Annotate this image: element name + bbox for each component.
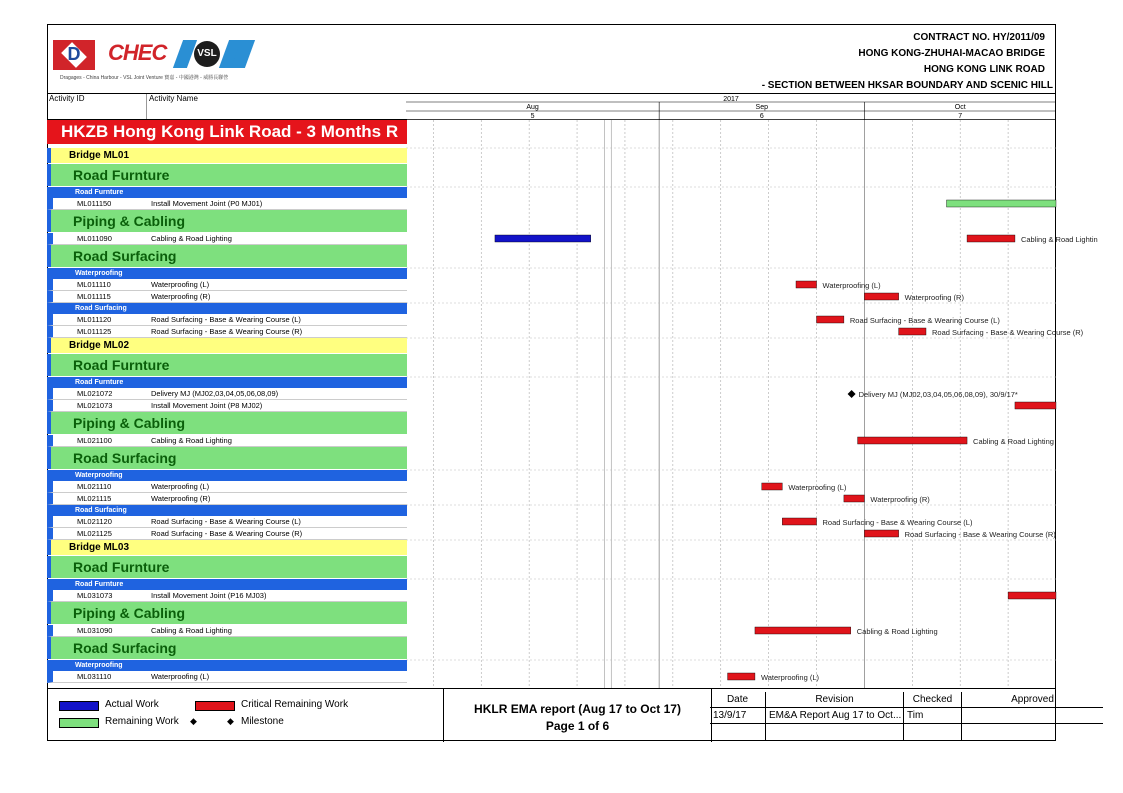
activity-name: Cabling & Road Lighting bbox=[151, 626, 232, 635]
revision-table bbox=[710, 689, 1103, 742]
month-number: 6 bbox=[759, 113, 764, 120]
critical-bar bbox=[858, 437, 967, 444]
month-number: 7 bbox=[958, 113, 963, 120]
activity-row bbox=[47, 435, 407, 447]
rev-approved bbox=[962, 708, 1103, 724]
bar-label: Road Surfacing - Base & Wearing Course (L) bbox=[849, 316, 1000, 325]
milestone-label: Delivery MJ (MJ02,03,04,05,06,08,09), 30/9/17* bbox=[858, 390, 1018, 399]
column-divider bbox=[146, 94, 147, 120]
activity-name: Waterproofing (R) bbox=[151, 494, 211, 503]
activity-row bbox=[47, 590, 407, 602]
legend-critical-label: Critical Remaining Work bbox=[241, 699, 349, 710]
section-row: Road Furnture bbox=[47, 556, 407, 578]
joint-venture-caption: Dragages - China Harbour - VSL Joint Venture 寶嘉 - 中國港灣 - 威勝長聯營 bbox=[60, 75, 229, 81]
activity-id: ML021073 bbox=[77, 401, 113, 410]
activity-name: Road Surfacing - Base & Wearing Course (L) bbox=[151, 517, 301, 526]
rev-header-approved: Approved bbox=[962, 692, 1103, 708]
critical-bar bbox=[1015, 402, 1056, 409]
contract-number: CONTRACT NO. HY/2011/09 bbox=[913, 32, 1045, 43]
activity-row bbox=[47, 291, 407, 303]
critical-bar bbox=[782, 518, 816, 525]
activity-name: Delivery MJ (MJ02,03,04,05,06,08,09) bbox=[151, 389, 279, 398]
critical-bar bbox=[844, 495, 865, 502]
report-title: HKLR EMA report (Aug 17 to Oct 17) bbox=[474, 702, 681, 716]
section-name: - SECTION BETWEEN HKSAR BOUNDARY AND SCENIC HILL bbox=[761, 80, 1053, 91]
critical-bar bbox=[762, 483, 783, 490]
legend-diamond-icon: ◆ bbox=[190, 716, 197, 726]
sub-row: Road Furnture bbox=[47, 377, 407, 388]
activity-row bbox=[47, 198, 407, 210]
legend-actual-label: Actual Work bbox=[105, 699, 159, 710]
legend-remaining-swatch bbox=[59, 718, 99, 728]
activity-row bbox=[47, 516, 407, 528]
sub-row: Waterproofing bbox=[47, 470, 407, 481]
rev-empty-cell bbox=[710, 724, 766, 740]
month-label: Sep bbox=[755, 104, 769, 111]
activity-name: Install Movement Joint (P8 MJ02) bbox=[151, 401, 263, 410]
bar-label: Road Surfacing - Base & Wearing Course (R) bbox=[932, 328, 1084, 337]
activity-id: ML021110 bbox=[77, 482, 112, 491]
project-name: HONG KONG-ZHUHAI-MACAO BRIDGE bbox=[858, 48, 1045, 59]
activity-name: Cabling & Road Lighting bbox=[151, 436, 232, 445]
sub-row: Road Furnture bbox=[47, 187, 407, 198]
activity-row bbox=[47, 233, 407, 245]
bar-label: Waterproofing (R) bbox=[870, 495, 930, 504]
timeline-header bbox=[406, 94, 1056, 120]
bar-label: Cabling & Road Lightin bbox=[1020, 235, 1098, 244]
section-row: Piping & Cabling bbox=[47, 602, 407, 624]
activity-row bbox=[47, 326, 407, 338]
critical-bar bbox=[817, 316, 844, 323]
activity-row bbox=[47, 671, 407, 683]
activity-id: ML031090 bbox=[77, 626, 113, 635]
activity-id: ML031073 bbox=[77, 591, 113, 600]
chart-title: HKZB Hong Kong Link Road - 3 Months R bbox=[47, 120, 407, 144]
bar-label: Road Surfacing - Base & Wearing Course (L) bbox=[822, 518, 973, 527]
rev-empty-cell bbox=[904, 724, 962, 740]
section-row: Road Furnture bbox=[47, 354, 407, 376]
activity-id: ML021120 bbox=[77, 517, 112, 526]
activity-row bbox=[47, 528, 407, 540]
section-row: Road Furnture bbox=[47, 164, 407, 186]
section-row: Road Surfacing bbox=[47, 447, 407, 469]
critical-bar bbox=[864, 293, 898, 300]
bar-label: Cabling & Road Lighting bbox=[973, 437, 1054, 446]
activity-id: ML011120 bbox=[77, 315, 112, 324]
activity-id: ML021115 bbox=[77, 494, 112, 503]
legend-milestone-label: Milestone bbox=[241, 716, 284, 727]
bridge-row: Bridge ML03 bbox=[47, 540, 407, 555]
bar-label: Waterproofing (L) bbox=[760, 673, 820, 682]
sub-row: Waterproofing bbox=[47, 660, 407, 671]
critical-bar bbox=[864, 530, 898, 537]
milestone-diamond bbox=[848, 390, 856, 398]
activity-id: ML031110 bbox=[77, 672, 112, 681]
activity-name: Cabling & Road Lighting bbox=[151, 234, 232, 243]
section-row: Piping & Cabling bbox=[47, 210, 407, 232]
month-number: 5 bbox=[530, 113, 535, 120]
vsl-logo-circle: VSL bbox=[194, 41, 220, 67]
bar-label: Road Surfacing - Base & Wearing Course (R) bbox=[904, 530, 1056, 539]
report-page: Page 1 of 6 bbox=[545, 719, 610, 733]
legend-actual-swatch bbox=[59, 701, 99, 711]
activity-name: Install Movement Joint (P0 MJ01) bbox=[151, 199, 263, 208]
activity-id: ML021100 bbox=[77, 436, 112, 445]
dragages-logo bbox=[53, 40, 95, 70]
critical-bar bbox=[755, 627, 851, 634]
chec-logo: CHEC bbox=[108, 40, 167, 65]
activity-row bbox=[47, 493, 407, 505]
rev-revision: EM&A Report Aug 17 to Oct... bbox=[766, 708, 904, 724]
sub-row: Road Surfacing bbox=[47, 505, 407, 516]
milestone-diamond-icon: ◆ bbox=[227, 716, 234, 726]
activity-name: Waterproofing (L) bbox=[151, 482, 210, 491]
activity-row bbox=[47, 388, 407, 400]
footer bbox=[47, 688, 1056, 742]
activity-id: ML011125 bbox=[77, 327, 112, 336]
gantt-chart bbox=[406, 120, 1098, 688]
activity-name-header: Activity Name bbox=[149, 94, 198, 103]
section-row: Road Surfacing bbox=[47, 637, 407, 659]
activity-id: ML021072 bbox=[77, 389, 113, 398]
activity-row bbox=[47, 314, 407, 326]
vsl-logo bbox=[176, 40, 248, 68]
bridge-row: Bridge ML02 bbox=[47, 338, 407, 353]
month-label: Oct bbox=[954, 104, 966, 111]
rev-empty-cell bbox=[766, 724, 904, 740]
bar-label: Waterproofing (L) bbox=[788, 483, 847, 492]
bar-label: Waterproofing (L) bbox=[822, 281, 881, 290]
month-label: Aug bbox=[526, 104, 539, 111]
bridge-row: Bridge ML01 bbox=[47, 148, 407, 163]
critical-bar bbox=[796, 281, 817, 288]
activity-name: Waterproofing (R) bbox=[151, 292, 211, 301]
activity-name: Road Surfacing - Base & Wearing Course (R) bbox=[151, 327, 303, 336]
critical-bar bbox=[1008, 592, 1056, 599]
rev-date: 13/9/17 bbox=[710, 708, 766, 724]
legend-remaining-label: Remaining Work bbox=[105, 716, 179, 727]
critical-bar bbox=[967, 235, 1015, 242]
year-label: 2017 bbox=[723, 96, 739, 103]
critical-bar bbox=[899, 328, 926, 335]
activity-name: Waterproofing (L) bbox=[151, 672, 210, 681]
sub-row: Waterproofing bbox=[47, 268, 407, 279]
sub-row: Road Furnture bbox=[47, 579, 407, 590]
activity-id: ML021125 bbox=[77, 529, 112, 538]
rev-checked: Tim bbox=[904, 708, 962, 724]
activity-id: ML011110 bbox=[77, 280, 111, 289]
dragages-logo-letter: D bbox=[67, 44, 81, 64]
activity-row bbox=[47, 400, 407, 412]
actual-bar bbox=[495, 235, 591, 242]
activity-name: Road Surfacing - Base & Wearing Course (R) bbox=[151, 529, 303, 538]
bar-label: Cabling & Road Lighting bbox=[856, 627, 938, 636]
activity-name: Waterproofing (L) bbox=[151, 280, 210, 289]
section-row: Piping & Cabling bbox=[47, 412, 407, 434]
rev-header-checked: Checked bbox=[904, 692, 962, 708]
rev-header-revision: Revision bbox=[766, 692, 904, 708]
activity-name: Install Movement Joint (P16 MJ03) bbox=[151, 591, 267, 600]
activity-id-header: Activity ID bbox=[49, 94, 85, 103]
activity-id: ML011090 bbox=[77, 234, 112, 243]
critical-bar bbox=[728, 673, 755, 680]
rev-header-date: Date bbox=[710, 692, 766, 708]
remaining-bar bbox=[947, 200, 1056, 207]
road-name: HONG KONG LINK ROAD bbox=[923, 64, 1045, 75]
sub-row: Road Surfacing bbox=[47, 303, 407, 314]
activity-id: ML011115 bbox=[77, 292, 111, 301]
legend-critical-swatch bbox=[195, 701, 235, 711]
bar-label: Waterproofing (R) bbox=[904, 293, 964, 302]
activity-row bbox=[47, 481, 407, 493]
activity-row bbox=[47, 279, 407, 291]
activity-name: Road Surfacing - Base & Wearing Course (L) bbox=[151, 315, 301, 324]
activity-id: ML011150 bbox=[77, 199, 112, 208]
section-row: Road Surfacing bbox=[47, 245, 407, 267]
activity-row bbox=[47, 625, 407, 637]
report-title-box bbox=[443, 689, 712, 742]
